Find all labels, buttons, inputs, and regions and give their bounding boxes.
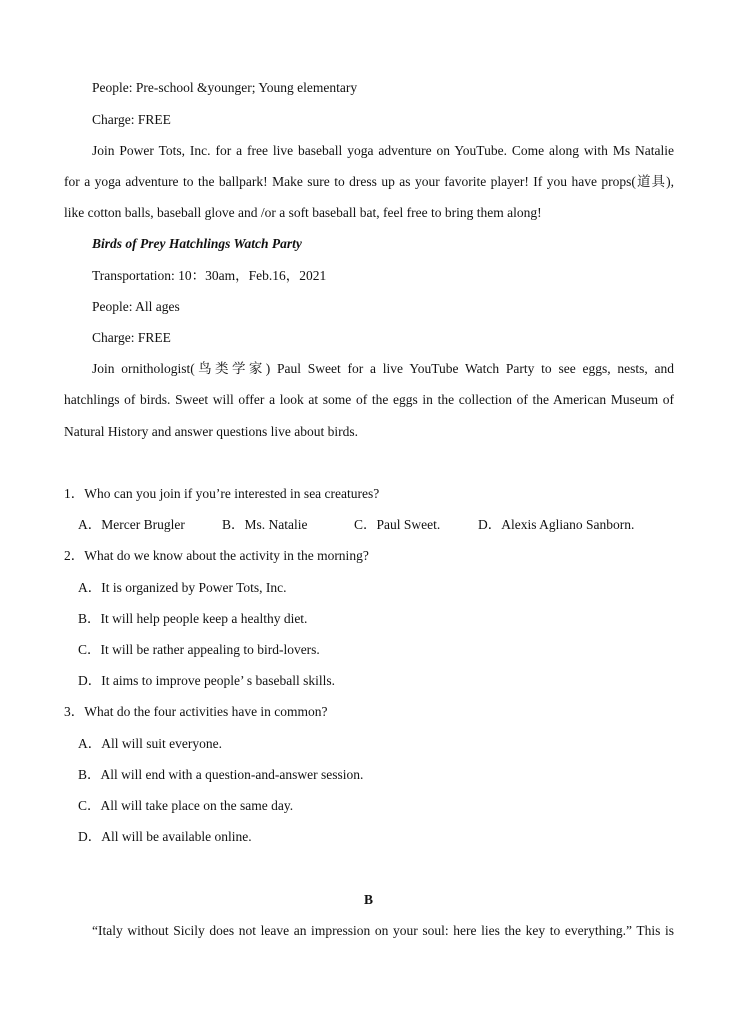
people-line-birds: People: All ages	[92, 299, 180, 314]
birds-description-line-3: Natural History and answer questions live about birds.	[64, 424, 358, 439]
yoga-description-line-3: like cotton balls, baseball glove and /or a soft baseball bat, feel free to bring them along!	[64, 205, 542, 220]
question-3-option-b: B．All will end with a question-and-answer session.	[78, 767, 364, 782]
section-b-heading: B	[363, 892, 373, 907]
question-3-option-a: A．All will suit everyone.	[78, 736, 222, 751]
people-line-yoga: People: Pre-school &younger; Young elementary	[92, 80, 358, 95]
question-1-option-c: C．Paul Sweet.	[354, 517, 441, 532]
birds-description-line-1: Join ornithologist(鸟类学家) Paul Sweet for a live YouTube Watch Party to see eggs, nests, and	[92, 361, 674, 376]
question-2-option-d: D．It aims to improve people’ s baseball skills.	[78, 673, 335, 688]
question-3-stem: 3．What do the four activities have in common?	[64, 704, 328, 719]
transportation-line-birds: Transportation: 10：30am，Feb.16，2021	[92, 268, 327, 283]
question-2-stem: 2．What do we know about the activity in the morning?	[64, 548, 369, 563]
birds-description-line-2: hatchlings of birds. Sweet will offer a look at some of the eggs in the collection of the American Museum of	[64, 392, 674, 407]
question-3-option-c: C．All will take place on the same day.	[78, 798, 294, 813]
question-1-option-b: B．Ms. Natalie	[222, 517, 308, 532]
section-b-first-line: “Italy without Sicily does not leave an impression on your soul: here lies the key to everything.” This is	[92, 923, 674, 938]
event-title-birds-of-prey: Birds of Prey Hatchlings Watch Party	[92, 236, 302, 251]
yoga-description-line-2: for a yoga adventure to the ballpark! Make sure to dress up as your favorite player! If you have props(道具),	[64, 174, 674, 189]
charge-line-birds: Charge: FREE	[92, 330, 171, 345]
question-1-option-a: A．Mercer Brugler	[78, 517, 185, 532]
question-2-option-b: B．It will help people keep a healthy diet.	[78, 611, 308, 626]
question-2-option-a: A．It is organized by Power Tots, Inc.	[78, 580, 287, 595]
charge-line-yoga: Charge: FREE	[92, 112, 171, 127]
question-1-option-d: D．Alexis Agliano Sanborn.	[478, 517, 635, 532]
question-1-options	[78, 516, 678, 534]
question-1-stem: 1．Who can you join if you’re interested in sea creatures?	[64, 486, 380, 501]
question-2-option-c: C．It will be rather appealing to bird-lovers.	[78, 642, 320, 657]
question-3-option-d: D．All will be available online.	[78, 829, 252, 844]
yoga-description-line-1: Join Power Tots, Inc. for a free live baseball yoga adventure on YouTube. Come along with Ms Natalie	[92, 143, 674, 158]
